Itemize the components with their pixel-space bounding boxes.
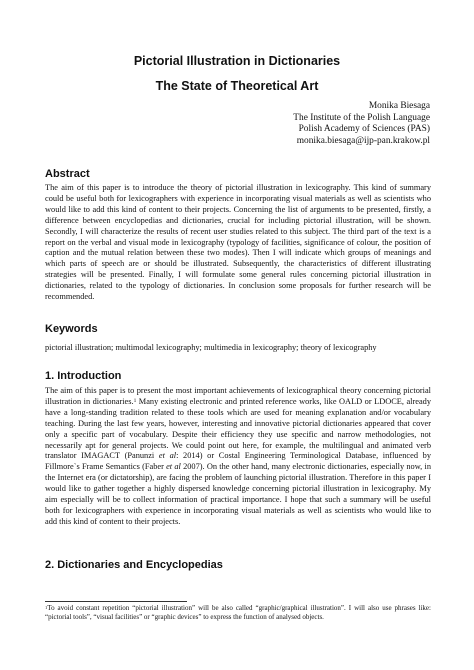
footnote-divider [45, 601, 187, 602]
keywords-heading: Keywords [45, 323, 98, 335]
author-name: Monika Biesaga [368, 101, 430, 111]
intro-text-part1: The aim of this paper is to present the most important achievements of lexicographical theory concerning pictorial illustration in dictionaries. [45, 386, 431, 406]
keywords-text: pictorial illustration; multimodal lexicography; multimedia in lexicography; theory of lexicography [45, 343, 377, 352]
abstract-text: The aim of this paper is to introduce the theory of pictorial illustration in lexicography. This kind of summary could be useful both for lexicographers with experience in incorporating visual materials as well as scientists who would like to add this kind of content to their projects. Concerning the list of arguments to be presented, firstly, a difference between encyclopedias and dictionaries, crucial for including pictorial illustration, will be shown. Secondly, I will characterize the results of recent user studies related to this subject. The third part of the text is a report on the verbal and visual mode in lexicography (typology of facilities, significance of colour, the position of caption and the mutual relation between these two modes). Then I will indicate which groups of meanings and which parts of speech are or should be illustrated. Subsequently, the characteristics of different illustrating strategies will be presented. Finally, I will formulate some general rules concerning pictorial illustration in dictionaries, related to the typology of dictionaries. In conclusion some proposals for further research will be recommended. [45, 183, 431, 302]
author-email: monika.biesaga@ijp-pan.krakow.pl [296, 135, 430, 146]
section-2-heading: 2. Dictionaries and Encyclopedias [45, 559, 223, 571]
intro-text-part4: 2007). On the other hand, many electronic dictionaries, especially now, in the Internet era (or dictatorship), are facing the problem of launching pictorial illustration. Therefore in this paper I would like to gather together a highly dispersed knowledge concerning pictorial illustration in lexicography. My aim especially will be to collect information of practical importance. I hope that such a summary will be useful both for lexicographers with experience in incorporating visual materials as well as scientists who would like to add this kind of content to their projects. [45, 462, 431, 526]
author-block [293, 101, 430, 147]
author-institute: The Institute of the Polish Language [293, 112, 430, 123]
footnote [45, 604, 431, 623]
intro-etal-2: et al [166, 462, 181, 472]
introduction-heading: 1. Introduction [45, 370, 122, 382]
footnote-mark: 1 [45, 604, 48, 610]
intro-etal-1: et al [158, 451, 177, 461]
intro-text-part3: : 2014) or Costal Engineering Terminological Database, influenced by Fillmore`s Frame Semantics (Faber [45, 451, 432, 472]
footnote-reference[interactable]: 1 [133, 398, 137, 405]
footnote-text: To avoid constant repetition “pictorial illustration” will be also called “graphic/graphical illustration”. I will also use phrases like: “pictorial tools”, “visual facilities” or “graphic devices” to express the function of analysed objects. [45, 604, 431, 622]
paper-title: Pictorial Illustration in Dictionaries [133, 54, 341, 68]
abstract-heading: Abstract [45, 168, 90, 180]
author-academy: Polish Academy of Sciences (PAS) [298, 124, 430, 135]
intro-text-part2: Many existing electronic and printed reference works, like OALD or LDOCE, already have a long-standing tradition related to these tools which are used for meaning explanation and/or vocabulary teaching. During the last few years, however, interesting and innovative pictorial dictionaries appeared that cover only a specific part of vocabulary. Despite their efficiency they use specific and narrow methodologies, not necessarily apt for general projects. We could point out here, for example, the multilingual and animated verb translator IMAGACT (Panunzi [45, 396, 432, 461]
paper-subtitle: The State of Theoretical Art [155, 79, 319, 93]
introduction-text [45, 386, 431, 528]
